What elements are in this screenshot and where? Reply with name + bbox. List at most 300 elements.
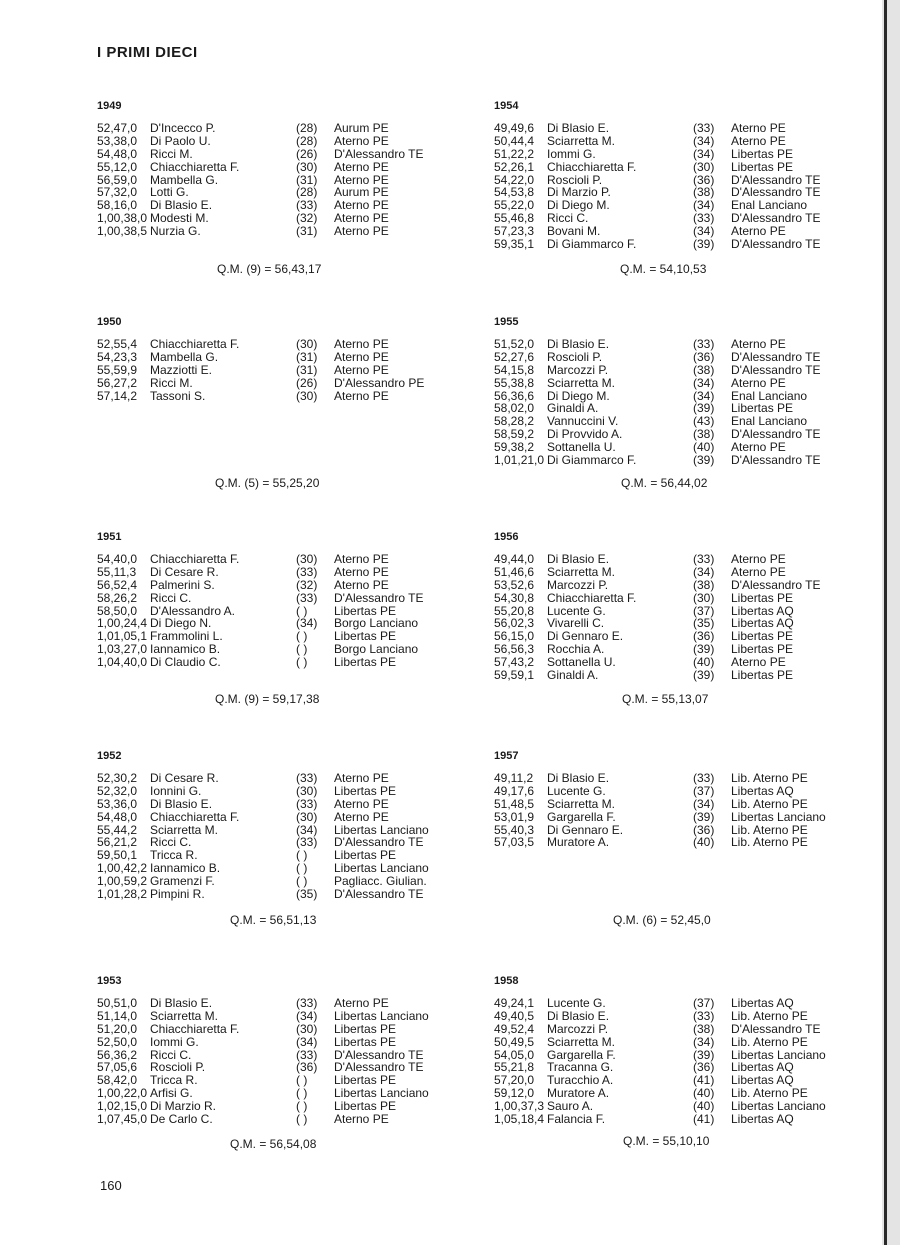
athlete-age: (31) <box>296 224 318 239</box>
athlete-name: Ricci M. <box>150 375 193 390</box>
athlete-age: (30) <box>296 809 318 824</box>
athlete-name: Di Paolo U. <box>150 133 211 148</box>
athlete-name: Sciarretta M. <box>150 1008 219 1023</box>
club-name: Aterno PE <box>334 211 389 226</box>
club-name: Aterno PE <box>731 121 786 135</box>
club-name: D'Alessandro PE <box>334 375 425 390</box>
finish-time: 56,52,4 <box>97 577 138 592</box>
finish-time: 56,15,0 <box>494 629 535 644</box>
club-name: Libertas PE <box>334 1073 397 1088</box>
finish-time: 49,52,4 <box>494 1021 535 1036</box>
athlete-name: Sciarretta M. <box>547 796 616 811</box>
athlete-name: Ginaldi A. <box>547 668 599 683</box>
athlete-age: (30) <box>693 590 715 605</box>
athlete-name: De Carlo C. <box>150 1112 213 1127</box>
club-name: Aterno PE <box>731 552 786 566</box>
finish-time: 51,14,0 <box>97 1008 138 1023</box>
finish-time: 55,44,2 <box>97 822 138 837</box>
result-row <box>494 122 854 135</box>
finish-time: 54,22,0 <box>494 172 535 187</box>
finish-time: 1,00,22,0 <box>97 1086 148 1101</box>
athlete-age: ( ) <box>296 861 308 876</box>
finish-time: 54,53,8 <box>494 185 535 200</box>
finish-time: 49,17,6 <box>494 783 535 798</box>
athlete-name: Sciarretta M. <box>547 1034 616 1049</box>
athlete-age: (39) <box>693 668 715 683</box>
finish-time: 1,04,40,0 <box>97 655 148 670</box>
athlete-age: (40) <box>693 835 715 850</box>
finish-time: 52,55,4 <box>97 337 138 351</box>
athlete-age: ( ) <box>296 874 308 889</box>
athlete-age: (40) <box>693 440 715 455</box>
finish-time: 1,03,27,0 <box>97 642 148 657</box>
results-list <box>494 997 854 1126</box>
athlete-age: (34) <box>296 1008 318 1023</box>
year-heading: 1956 <box>494 531 519 543</box>
athlete-name: Di Cesare R. <box>150 771 219 785</box>
finish-time: 55,40,3 <box>494 822 535 837</box>
result-row <box>494 351 854 364</box>
club-name: Lib. Aterno PE <box>731 771 808 785</box>
finish-time: 56,02,3 <box>494 616 535 631</box>
finish-time: 54,23,3 <box>97 349 138 364</box>
athlete-age: ( ) <box>296 1099 308 1114</box>
result-row <box>97 566 457 579</box>
result-row <box>97 135 457 148</box>
finish-time: 50,44,4 <box>494 133 535 148</box>
result-row <box>97 785 457 798</box>
athlete-age: (33) <box>296 590 318 605</box>
finish-time: 52,32,0 <box>97 783 138 798</box>
finish-time: 59,12,0 <box>494 1086 535 1101</box>
result-row <box>97 122 457 135</box>
athlete-name: Di Diego N. <box>150 616 212 631</box>
athlete-name: Marcozzi P. <box>547 1021 609 1036</box>
athlete-age: (28) <box>296 133 318 148</box>
athlete-name: Gargarella F. <box>547 809 616 824</box>
finish-time: 56,56,3 <box>494 642 535 657</box>
club-name: Libertas PE <box>731 159 794 174</box>
results-list <box>97 772 457 901</box>
athlete-name: Muratore A. <box>547 1086 610 1101</box>
finish-time: 56,36,6 <box>494 388 535 403</box>
club-name: Libertas PE <box>334 603 397 618</box>
athlete-name: Di Blasio E. <box>150 796 213 811</box>
page-title: I PRIMI DIECI <box>97 44 198 61</box>
athlete-name: Di Diego M. <box>547 388 610 403</box>
average-time-1955: Q.M. = 56,44,02 <box>621 476 708 490</box>
athlete-age: (43) <box>693 414 715 429</box>
athlete-age: (34) <box>693 564 715 579</box>
average-time-1950: Q.M. (5) = 55,25,20 <box>215 476 320 490</box>
athlete-age: (28) <box>296 121 318 135</box>
finish-time: 59,50,1 <box>97 848 138 863</box>
finish-time: 54,05,0 <box>494 1047 535 1062</box>
athlete-age: (36) <box>693 172 715 187</box>
club-name: D'Alessandro TE <box>334 146 424 161</box>
club-name: Aterno PE <box>334 388 389 403</box>
result-row <box>97 656 457 669</box>
athlete-age: (30) <box>296 783 318 798</box>
club-name: Libertas PE <box>334 1099 397 1114</box>
finish-time: 1,01,28,2 <box>97 887 148 902</box>
club-name: Pagliacc. Giulian. <box>334 874 427 889</box>
club-name: Libertas PE <box>334 629 397 644</box>
club-name: Aterno PE <box>334 996 389 1010</box>
athlete-name: Di Giammarco F. <box>547 453 637 468</box>
athlete-age: (38) <box>693 577 715 592</box>
club-name: Libertas Lanciano <box>334 822 429 837</box>
finish-time: 1,00,38,0 <box>97 211 148 226</box>
finish-time: 57,32,0 <box>97 185 138 200</box>
finish-time: 57,05,6 <box>97 1060 138 1075</box>
finish-time: 51,22,2 <box>494 146 535 161</box>
finish-time: 49,44,0 <box>494 552 535 566</box>
athlete-age: (38) <box>693 1021 715 1036</box>
club-name: D'Alessandro TE <box>334 1060 424 1075</box>
athlete-name: Ginaldi A. <box>547 401 599 416</box>
club-name: D'Alessandro TE <box>731 362 821 377</box>
year-block-1954 <box>494 100 854 251</box>
athlete-name: Sciarretta M. <box>150 822 219 837</box>
athlete-age: ( ) <box>296 1086 308 1101</box>
result-row <box>97 1010 457 1023</box>
club-name: D'Alessandro TE <box>731 349 821 364</box>
athlete-name: Vivarelli C. <box>547 616 605 631</box>
finish-time: 53,01,9 <box>494 809 535 824</box>
athlete-name: Ricci C. <box>547 211 589 226</box>
result-row <box>494 997 854 1010</box>
athlete-name: Di Blasio E. <box>150 996 213 1010</box>
athlete-age: (36) <box>693 629 715 644</box>
average-time-1952: Q.M. = 56,51,13 <box>230 913 317 927</box>
year-heading: 1953 <box>97 975 122 987</box>
athlete-name: Marcozzi P. <box>547 577 609 592</box>
result-row <box>494 592 854 605</box>
athlete-age: (30) <box>296 337 318 351</box>
result-row <box>494 135 854 148</box>
club-name: Aterno PE <box>334 1112 389 1127</box>
athlete-age: (34) <box>296 1034 318 1049</box>
club-name: Libertas PE <box>731 629 794 644</box>
athlete-age: (33) <box>296 198 318 213</box>
result-row <box>494 1113 854 1126</box>
result-row <box>97 811 457 824</box>
club-name: D'Alessandro TE <box>334 835 424 850</box>
club-name: D'Alessandro TE <box>731 577 821 592</box>
athlete-age: (40) <box>693 655 715 670</box>
athlete-name: Lucente G. <box>547 783 606 798</box>
average-time-1957: Q.M. (6) = 52,45,0 <box>613 913 711 927</box>
athlete-age: (33) <box>296 771 318 785</box>
club-name: D'Alessandro TE <box>731 1021 821 1036</box>
athlete-age: (38) <box>693 185 715 200</box>
athlete-name: Di Blasio E. <box>547 121 610 135</box>
club-name: Libertas PE <box>731 642 794 657</box>
finish-time: 55,46,8 <box>494 211 535 226</box>
year-block-1953 <box>97 975 457 1126</box>
average-time-1949: Q.M. (9) = 56,43,17 <box>217 262 322 276</box>
club-name: Libertas Lanciano <box>334 1008 429 1023</box>
year-block-1956 <box>494 531 854 682</box>
athlete-name: Turacchio A. <box>547 1073 614 1088</box>
result-row <box>494 377 854 390</box>
athlete-name: Falancia F. <box>547 1112 606 1127</box>
club-name: D'Alessandro TE <box>731 237 821 252</box>
results-list <box>494 338 854 467</box>
athlete-age: (34) <box>693 133 715 148</box>
finish-time: 56,27,2 <box>97 375 138 390</box>
club-name: D'Alessandro TE <box>731 427 821 442</box>
club-name: Libertas Lanciano <box>334 861 429 876</box>
athlete-name: Mambella G. <box>150 349 219 364</box>
result-row <box>97 888 457 901</box>
athlete-name: D'Incecco P. <box>150 121 216 135</box>
result-row <box>97 148 457 161</box>
page-edge-line <box>884 0 887 1245</box>
club-name: Lib. Aterno PE <box>731 1086 808 1101</box>
finish-time: 56,21,2 <box>97 835 138 850</box>
athlete-name: Di Diego M. <box>547 198 610 213</box>
athlete-age: (33) <box>296 1047 318 1062</box>
athlete-name: Chiacchiaretta F. <box>150 1021 240 1036</box>
finish-time: 53,38,0 <box>97 133 138 148</box>
result-row <box>494 785 854 798</box>
year-heading: 1952 <box>97 750 122 762</box>
result-row <box>494 579 854 592</box>
athlete-name: Iommi G. <box>150 1034 199 1049</box>
athlete-age: (33) <box>693 337 715 351</box>
athlete-age: (34) <box>693 1034 715 1049</box>
athlete-age: (41) <box>693 1112 715 1127</box>
club-name: Aterno PE <box>334 771 389 785</box>
finish-time: 49,49,6 <box>494 121 535 135</box>
athlete-age: (33) <box>296 835 318 850</box>
year-block-1955 <box>494 316 854 467</box>
club-name: Libertas Lanciano <box>731 1047 826 1062</box>
athlete-name: Ricci C. <box>150 835 192 850</box>
finish-time: 1,02,15,0 <box>97 1099 148 1114</box>
finish-time: 49,11,2 <box>494 771 534 785</box>
club-name: Libertas PE <box>731 590 794 605</box>
club-name: Lib. Aterno PE <box>731 835 808 850</box>
result-row <box>97 798 457 811</box>
results-list <box>97 122 457 238</box>
athlete-name: Rocchia A. <box>547 642 605 657</box>
athlete-age: (33) <box>693 771 715 785</box>
results-list <box>494 122 854 251</box>
club-name: Lib. Aterno PE <box>731 1008 808 1023</box>
club-name: Aterno PE <box>334 198 389 213</box>
athlete-name: Sottanella U. <box>547 440 616 455</box>
result-row <box>97 1023 457 1036</box>
athlete-age: (33) <box>693 211 715 226</box>
finish-time: 51,48,5 <box>494 796 535 811</box>
athlete-age: (33) <box>296 796 318 811</box>
finish-time: 58,02,0 <box>494 401 535 416</box>
club-name: Aterno PE <box>334 796 389 811</box>
finish-time: 59,59,1 <box>494 668 535 683</box>
athlete-name: Tricca R. <box>150 848 198 863</box>
athlete-age: (26) <box>296 375 318 390</box>
athlete-name: Roscioli P. <box>547 172 603 187</box>
result-row <box>494 836 854 849</box>
finish-time: 58,28,2 <box>494 414 535 429</box>
finish-time: 55,20,8 <box>494 603 535 618</box>
athlete-name: Tricca R. <box>150 1073 198 1088</box>
finish-time: 1,00,42,2 <box>97 861 148 876</box>
club-name: D'Alessandro TE <box>731 172 821 187</box>
athlete-name: Mazziotti E. <box>150 362 213 377</box>
athlete-age: (36) <box>296 1060 318 1075</box>
athlete-name: Ricci M. <box>150 146 193 161</box>
athlete-name: Chiacchiaretta F. <box>547 590 637 605</box>
result-row <box>494 566 854 579</box>
club-name: D'Alessandro TE <box>731 185 821 200</box>
athlete-age: (33) <box>693 552 715 566</box>
athlete-name: Mambella G. <box>150 172 219 187</box>
club-name: Libertas Lanciano <box>334 1086 429 1101</box>
finish-time: 55,12,0 <box>97 159 138 174</box>
athlete-name: Vannuccini V. <box>547 414 619 429</box>
club-name: Enal Lanciano <box>731 414 808 429</box>
club-name: Libertas AQ <box>731 616 794 631</box>
finish-time: 56,36,2 <box>97 1047 138 1062</box>
result-row <box>97 997 457 1010</box>
finish-time: 54,48,0 <box>97 146 138 161</box>
athlete-name: Lucente G. <box>547 603 606 618</box>
athlete-age: (37) <box>693 996 715 1010</box>
athlete-age: (37) <box>693 783 715 798</box>
result-row <box>97 390 457 403</box>
athlete-name: Sauro A. <box>547 1099 594 1114</box>
athlete-name: Di Provvido A. <box>547 427 623 442</box>
club-name: Aterno PE <box>334 552 389 566</box>
finish-time: 49,24,1 <box>494 996 535 1010</box>
finish-time: 55,21,8 <box>494 1060 535 1075</box>
finish-time: 1,05,18,4 <box>494 1112 545 1127</box>
club-name: Aurum PE <box>334 121 389 135</box>
result-row <box>97 1036 457 1049</box>
athlete-name: Di Giammarco F. <box>547 237 637 252</box>
athlete-name: Muratore A. <box>547 835 610 850</box>
finish-time: 54,30,8 <box>494 590 535 605</box>
result-row <box>494 1010 854 1023</box>
athlete-age: ( ) <box>296 1073 308 1088</box>
club-name: Libertas AQ <box>731 996 794 1010</box>
athlete-name: Sciarretta M. <box>547 564 616 579</box>
athlete-age: (32) <box>296 577 318 592</box>
athlete-name: Di Marzio R. <box>150 1099 217 1114</box>
athlete-age: (39) <box>693 642 715 657</box>
athlete-name: Lotti G. <box>150 185 189 200</box>
results-list <box>97 338 457 402</box>
finish-time: 51,52,0 <box>494 337 535 351</box>
athlete-age: (33) <box>693 1008 715 1023</box>
finish-time: 53,52,6 <box>494 577 535 592</box>
athlete-name: Tracanna G. <box>547 1060 614 1075</box>
result-row <box>494 772 854 785</box>
athlete-age: (40) <box>693 1086 715 1101</box>
athlete-age: (39) <box>693 1047 715 1062</box>
result-row <box>97 364 457 377</box>
athlete-name: Ricci C. <box>150 590 192 605</box>
athlete-name: Ionnini G. <box>150 783 202 798</box>
club-name: Aterno PE <box>334 362 389 377</box>
athlete-age: (39) <box>693 401 715 416</box>
athlete-age: (36) <box>693 1060 715 1075</box>
athlete-age: (32) <box>296 211 318 226</box>
finish-time: 51,20,0 <box>97 1021 138 1036</box>
finish-time: 59,35,1 <box>494 237 535 252</box>
club-name: Borgo Lanciano <box>334 642 419 657</box>
athlete-age: (35) <box>693 616 715 631</box>
athlete-name: Roscioli P. <box>547 349 603 364</box>
athlete-age: (39) <box>693 237 715 252</box>
athlete-name: Di Claudio C. <box>150 655 221 670</box>
finish-time: 58,16,0 <box>97 198 138 213</box>
athlete-age: (41) <box>693 1073 715 1088</box>
club-name: Lib. Aterno PE <box>731 1034 808 1049</box>
result-row <box>494 338 854 351</box>
club-name: Lib. Aterno PE <box>731 796 808 811</box>
athlete-age: (34) <box>693 388 715 403</box>
club-name: Enal Lanciano <box>731 198 808 213</box>
club-name: Aterno PE <box>334 349 389 364</box>
club-name: Libertas PE <box>334 848 397 863</box>
athlete-age: ( ) <box>296 629 308 644</box>
club-name: Aterno PE <box>731 375 786 390</box>
finish-time: 52,27,6 <box>494 349 535 364</box>
result-row <box>97 1113 457 1126</box>
athlete-age: (34) <box>693 796 715 811</box>
athlete-name: Chiacchiaretta F. <box>150 552 240 566</box>
finish-time: 57,43,2 <box>494 655 535 670</box>
club-name: D'Alessandro TE <box>731 453 821 468</box>
finish-time: 52,26,1 <box>494 159 535 174</box>
finish-time: 1,00,38,5 <box>97 224 148 239</box>
athlete-name: Chiacchiaretta F. <box>150 809 240 824</box>
athlete-name: Di Blasio E. <box>547 771 610 785</box>
club-name: Aterno PE <box>334 172 389 187</box>
athlete-name: Di Gennaro E. <box>547 629 624 644</box>
athlete-age: (31) <box>296 172 318 187</box>
result-row <box>97 161 457 174</box>
athlete-age: (38) <box>693 362 715 377</box>
year-heading: 1957 <box>494 750 519 762</box>
athlete-age: (34) <box>693 146 715 161</box>
finish-time: 52,50,0 <box>97 1034 138 1049</box>
club-name: Libertas Lanciano <box>731 809 826 824</box>
athlete-name: Palmerini S. <box>150 577 215 592</box>
finish-time: 54,40,0 <box>97 552 138 566</box>
result-row <box>97 772 457 785</box>
club-name: Libertas PE <box>731 668 794 683</box>
athlete-age: ( ) <box>296 603 308 618</box>
results-list <box>494 772 854 849</box>
average-time-1956: Q.M. = 55,13,07 <box>622 692 709 706</box>
athlete-name: Frammolini L. <box>150 629 223 644</box>
finish-time: 1,01,05,1 <box>97 629 148 644</box>
athlete-age: (30) <box>296 388 318 403</box>
athlete-age: (39) <box>693 809 715 824</box>
athlete-name: Di Gennaro E. <box>547 822 624 837</box>
athlete-name: Chiacchiaretta F. <box>150 337 240 351</box>
athlete-age: (40) <box>693 1099 715 1114</box>
result-row <box>494 669 854 682</box>
finish-time: 58,59,2 <box>494 427 535 442</box>
year-heading: 1949 <box>97 100 122 112</box>
